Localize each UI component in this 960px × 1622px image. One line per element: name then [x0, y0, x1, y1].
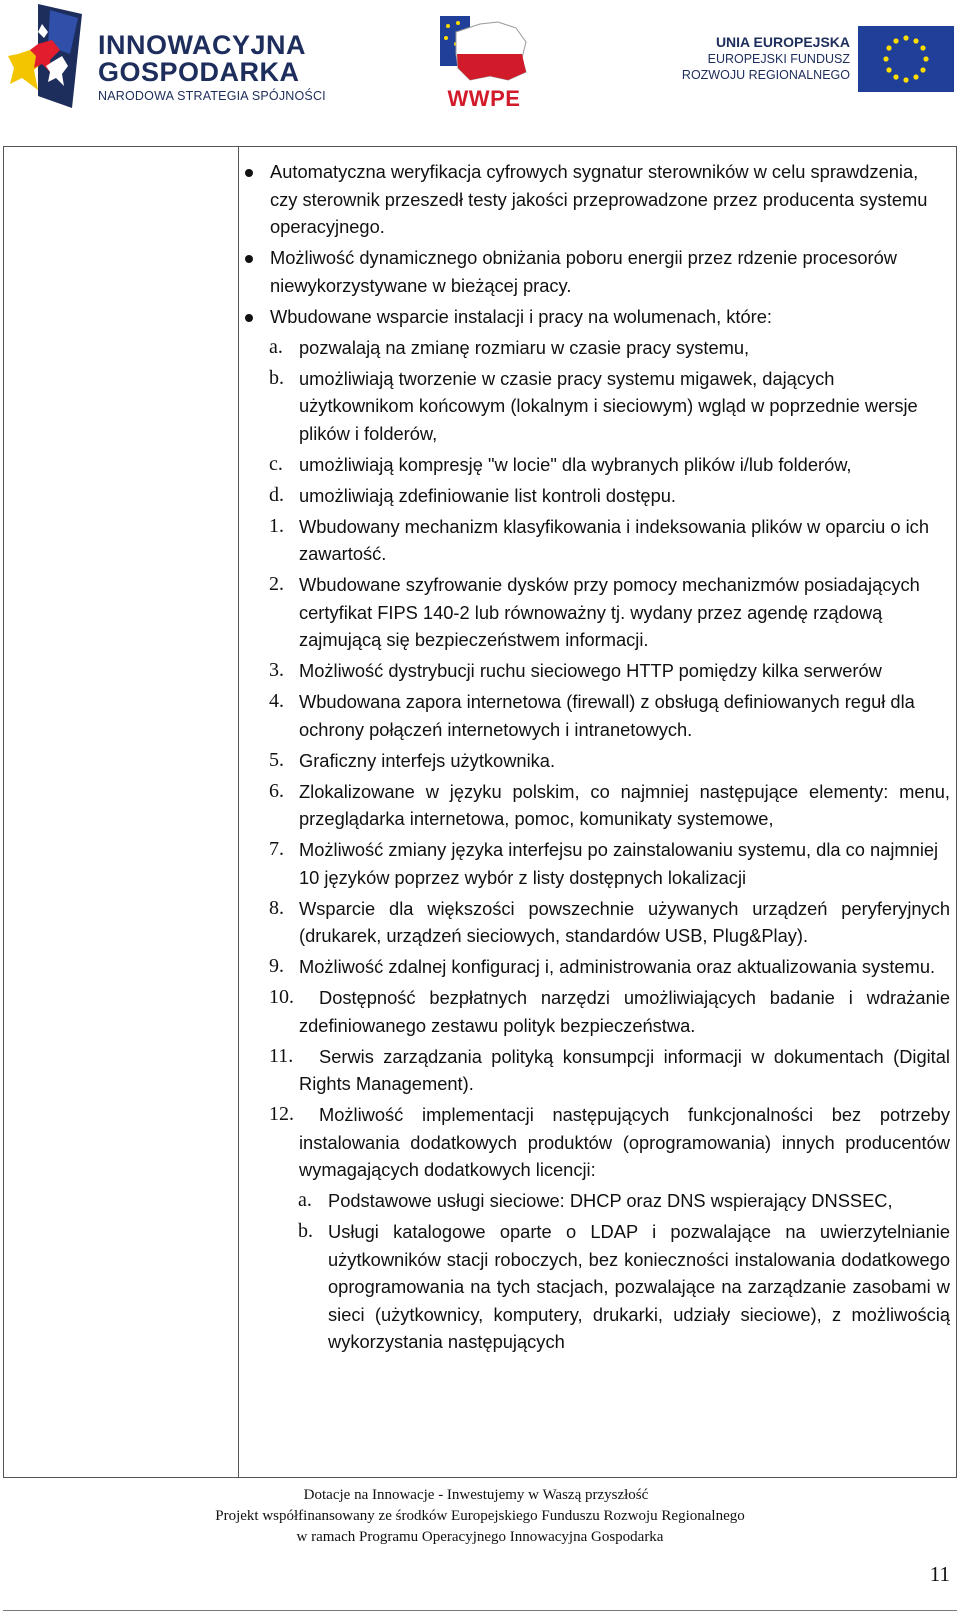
sub-item — [242, 1218, 950, 1356]
ig-emblem-icon — [8, 4, 88, 108]
footer-line1: Dotacje na Innowacje - Inwestujemy w Waszą przyszłość — [303, 1487, 649, 1503]
item-text: Możliwość zdalnej konfiguracj i, administrowania oraz aktualizowania systemu. — [299, 956, 936, 977]
item-text: Serwis zarządzania polityką konsumpcji informacji w dokumentach (Digital Rights Management). — [299, 1045, 950, 1094]
lettered-item — [242, 451, 950, 479]
numbered-item — [242, 1043, 950, 1098]
item-text: Wbudowane szyfrowanie dysków przy pomocy mechanizmów posiadających certyfikat FIPS 140-2 lub równoważny tj. wydany przez agendę rządową zajmującą się bezpieczeństwem informacji. — [299, 574, 920, 650]
item-text: Wbudowana zapora internetowa (firewall) z obsługą definiowanych reguł dla ochrony połączeń internetowych i intranetowych. — [299, 691, 915, 740]
item-text: Możliwość dystrybucji ruchu sieciowego HTTP pomiędzy kilka serwerów — [299, 660, 882, 681]
page-footer — [0, 1485, 960, 1548]
item-marker: 12. — [269, 1103, 294, 1125]
item-marker: 9. — [269, 955, 284, 977]
numbered-item — [242, 688, 950, 743]
item-marker: 5. — [269, 748, 284, 771]
innowacyjna-gospodarka-logo — [8, 4, 348, 112]
item-marker: b. — [298, 1220, 313, 1242]
sub-item — [242, 1187, 950, 1215]
item-marker: 7. — [269, 838, 284, 860]
table-border-bottom — [3, 1477, 957, 1478]
eu-logo-line3: ROZWOJU REGIONALNEGO — [681, 68, 850, 82]
numbered-item — [242, 778, 950, 833]
item-text: Dostępność bezpłatnych narzędzi umożliwiających badanie i wdrażanie zdefiniowanego zestawu polityk bezpieczeństwa. — [299, 987, 950, 1036]
item-marker: a. — [298, 1189, 312, 1211]
item-marker: 1. — [269, 514, 284, 537]
item-marker: 2. — [269, 573, 284, 595]
item-text: Wsparcie dla większości powszechnie używanych urządzeń peryferyjnych (drukarek, urządzeń sieciowych, standardów USB, Plug&Play). — [299, 897, 950, 946]
item-text: Zlokalizowane w języku polskim, co najmniej następujące elementy: menu, przeglądarka internetowa, pomoc, komunikaty systemowe, — [299, 780, 950, 829]
numbered-item — [242, 657, 950, 685]
item-marker: 3. — [269, 659, 284, 681]
eu-flag-icon — [858, 26, 954, 92]
bullet-item: Wbudowane wsparcie instalacji i pracy na wolumenach, które: — [242, 303, 950, 331]
bullet-item: Możliwość dynamicznego obniżania poboru energii przez rdzenie procesorów niewykorzystywane w bieżącej pracy. — [242, 244, 950, 299]
page-number: 11 — [929, 1562, 950, 1586]
numbered-item — [242, 984, 950, 1039]
item-marker: 4. — [269, 690, 284, 712]
item-marker: c. — [269, 452, 283, 475]
ig-logo-line2: GOSPODARKA — [98, 57, 300, 87]
wwpe-logo — [436, 14, 532, 114]
ig-logo-line3: NARODOWA STRATEGIA SPÓJNOŚCI — [98, 89, 326, 103]
item-text: umożliwiają zdefiniowanie list kontroli dostępu. — [299, 484, 676, 506]
item-text: Graficzny interfejs użytkownika. — [299, 749, 556, 771]
footer-line3: w ramach Programu Operacyjnego Innowacyjna Gospodarka — [296, 1529, 664, 1545]
item-marker: a. — [269, 335, 283, 358]
item-text: Możliwość zmiany języka interfejsu po zainstalowaniu systemu, dla co najmniej 10 języków poprzez wybór z listy dostępnych lokalizacji — [299, 839, 939, 888]
item-text: Wbudowany mechanizm klasyfikowania i indeksowania plików w oparciu o ich zawartość. — [299, 515, 929, 564]
table-border-top — [3, 146, 957, 147]
footer-line2: Projekt współfinansowany ze środków Europejskiego Funduszu Rozwoju Regionalnego — [215, 1508, 745, 1524]
lettered-item — [242, 482, 950, 510]
item-marker: 6. — [269, 779, 284, 802]
table-column-divider — [238, 146, 239, 1478]
requirements-list — [242, 158, 950, 1359]
item-marker: 8. — [269, 896, 284, 919]
item-text: umożliwiają kompresję "w locie" dla wybranych plików i/lub folderów, — [299, 453, 852, 475]
bottom-rule — [3, 1610, 957, 1611]
lettered-item — [242, 365, 950, 448]
numbered-item — [242, 747, 950, 775]
page-header — [0, 0, 960, 145]
wwpe-logo-text: WWPE — [447, 86, 521, 111]
item-text: pozwalają na zmianę rozmiaru w czasie pracy systemu, — [299, 336, 750, 358]
eu-logo-line1: UNIA EUROPEJSKA — [715, 34, 850, 50]
table-border-left — [3, 146, 4, 1478]
item-text: Usługi katalogowe oparte o LDAP i pozwalające na uwierzytelnianie użytkowników stacji roboczych, bez konieczności instalowania dodatkowego oprogramowania na tych stacjach, pozwalające na zarządzanie zasobami w sieci (użytkownicy, komputery, drukarki, udziały sieciowe), z możliwością wykorzystania następujących — [328, 1221, 950, 1352]
numbered-item — [242, 953, 950, 981]
eu-logo — [681, 26, 954, 96]
item-text: umożliwiają tworzenie w czasie pracy systemu migawek, dających użytkownikom końcowym (lokalnym i sieciowym) wgląd w poprzednie wersje plików i folderów, — [299, 367, 918, 444]
numbered-item — [242, 571, 950, 654]
item-marker: 11. — [269, 1044, 294, 1067]
eu-logo-line2: EUROPEJSKI FUNDUSZ — [707, 52, 850, 66]
item-text: Podstawowe usługi sieciowe: DHCP oraz DNS wspierający DNSSEC, — [328, 1190, 893, 1211]
wwpe-emblem-icon — [436, 14, 532, 86]
lettered-item — [242, 334, 950, 362]
numbered-item — [242, 1101, 950, 1184]
ig-logo-line1: INNOWACYJNA — [98, 30, 307, 60]
numbered-item — [242, 895, 950, 950]
item-marker: 10. — [269, 986, 294, 1008]
numbered-item — [242, 836, 950, 891]
item-marker: b. — [269, 366, 284, 389]
item-marker: d. — [269, 483, 284, 506]
bullet-item: Automatyczna weryfikacja cyfrowych sygnatur sterowników w celu sprawdzenia, czy sterownik przeszedł testy jakości przeprowadzone przez producenta systemu operacyjnego. — [242, 158, 950, 241]
table-border-right — [956, 146, 957, 1478]
numbered-item — [242, 513, 950, 568]
item-text: Możliwość implementacji następujących funkcjonalności bez potrzeby instalowania dodatkowych produktów (oprogramowania) innych producentów wymagających dodatkowych licencji: — [299, 1104, 950, 1180]
